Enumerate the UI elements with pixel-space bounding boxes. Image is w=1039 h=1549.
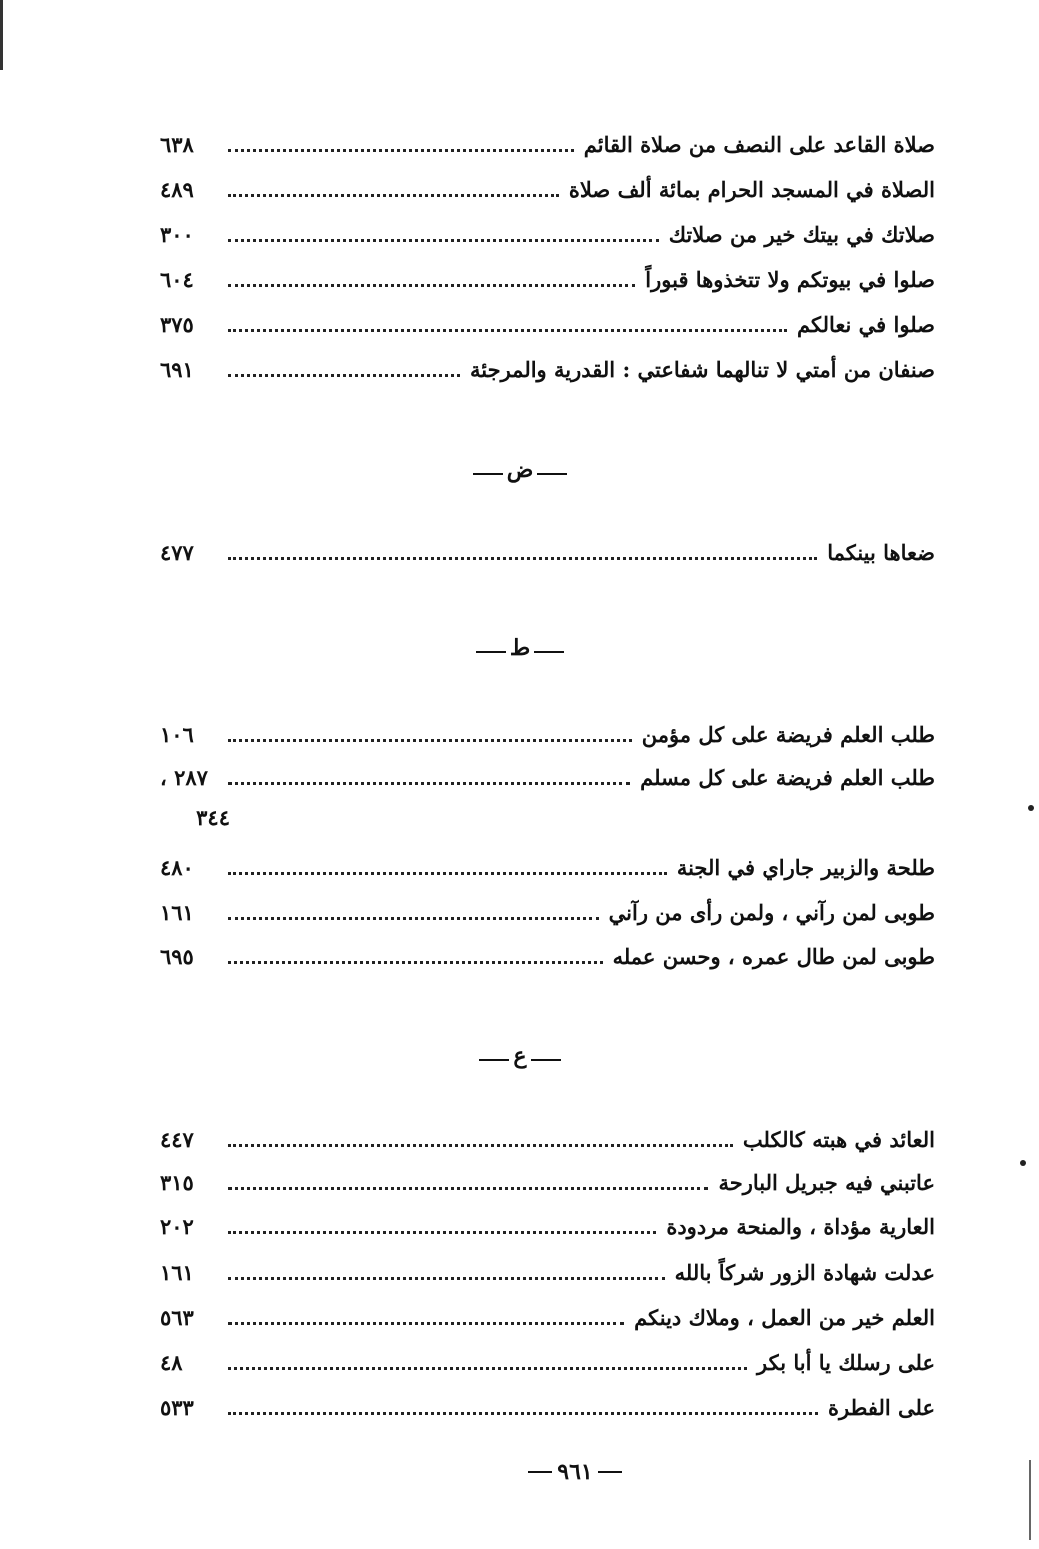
entry-page-number: ٣١٥ <box>160 1169 194 1195</box>
entry-page-number: ٤٨ <box>160 1349 183 1375</box>
index-entry <box>160 845 935 889</box>
index-entry-continuation <box>160 797 230 837</box>
index-entry <box>160 1250 935 1294</box>
entry-page-number: ٣٤٤ <box>196 804 230 830</box>
entry-title: طوبى لمن طال عمره ، وحسن عمله <box>612 943 935 969</box>
entry-title: صلوا في نعالكم <box>797 311 935 337</box>
leader-dots <box>228 284 635 287</box>
index-entry <box>160 257 935 301</box>
entry-title: على رسلك يا أبا بكر <box>757 1349 935 1375</box>
entry-title: صنفان من أمتي لا تنالهما شفاعتي : القدرية والمرجئة <box>470 356 935 382</box>
index-entry <box>160 167 935 211</box>
entry-title: على الفطرة <box>828 1394 935 1420</box>
index-entry <box>160 755 935 799</box>
index-entry <box>160 122 935 166</box>
leader-dots <box>228 739 632 742</box>
entry-title: صلوا في بيوتكم ولا تتخذوها قبوراً <box>645 266 935 292</box>
scan-speck <box>1020 1160 1026 1166</box>
entry-page-number: ٣٧٥ <box>160 311 194 337</box>
scan-speck <box>1028 805 1034 811</box>
index-entry <box>160 712 935 756</box>
scan-edge-mark-right <box>1029 1460 1031 1540</box>
leader-dots <box>228 1367 747 1370</box>
leader-dots <box>228 872 667 875</box>
entry-page-number: ٤٨٠ <box>160 854 194 880</box>
leader-dots <box>228 917 599 920</box>
entry-page-number: ١٦١ <box>160 1259 194 1285</box>
entry-title: طلب العلم فريضة على كل مسلم <box>640 764 935 790</box>
entry-title: صلاتك في بيتك خير من صلاتك <box>668 221 935 247</box>
entry-title: عدلت شهادة الزور شركاً بالله <box>674 1259 935 1285</box>
index-entry <box>160 212 935 256</box>
leader-dots <box>228 1277 665 1280</box>
leader-dots <box>228 149 574 152</box>
entry-page-number: ٢٠٢ <box>160 1213 194 1239</box>
entry-page-number: ٦٠٤ <box>160 266 194 292</box>
entry-page-number: ٤٧٧ <box>160 539 194 565</box>
entry-page-number: ٣٠٠ <box>160 221 194 247</box>
entry-page-number: ٥٦٣ <box>160 1304 194 1330</box>
section-letter: ع <box>513 1043 527 1069</box>
leader-dots <box>228 1322 624 1325</box>
entry-page-number: ٦٩٥ <box>160 943 194 969</box>
entry-title: عاتبني فيه جبريل البارحة <box>718 1169 935 1195</box>
entry-page-number: ٤٤٧ <box>160 1126 194 1152</box>
entry-page-number: ٢٨٧ ، <box>160 764 208 790</box>
leader-dots <box>228 1412 818 1415</box>
section-letter: ط <box>509 635 531 661</box>
entry-page-number: ١٠٦ <box>160 721 194 747</box>
entry-title: طلحة والزبير جاراي في الجنة <box>676 854 935 880</box>
leader-dots <box>228 374 460 377</box>
index-entry <box>160 934 935 978</box>
leader-dots <box>228 1144 733 1147</box>
leader-dots <box>228 194 559 197</box>
index-entry <box>160 1117 935 1161</box>
entry-page-number: ٦٩١ <box>160 356 194 382</box>
entry-page-number: ١٦١ <box>160 899 194 925</box>
section-letter: ض <box>506 457 534 483</box>
folio-number: ٩٦١ <box>557 1459 593 1485</box>
leader-dots <box>228 961 603 964</box>
index-entry <box>160 302 935 346</box>
entry-title: طلب العلم فريضة على كل مؤمن <box>641 721 935 747</box>
leader-dots <box>228 239 659 242</box>
entry-title: العارية مؤداة ، والمنحة مردودة <box>666 1213 935 1239</box>
entry-title: العلم خير من العمل ، وملاك دينكم <box>634 1304 935 1330</box>
index-entry <box>160 1160 935 1204</box>
index-entry <box>160 1340 935 1384</box>
section-heading-ayn <box>420 1036 620 1076</box>
entry-title: صلاة القاعد على النصف من صلاة القائم <box>583 131 935 157</box>
entry-page-number: ٦٣٨ <box>160 131 194 157</box>
index-entry <box>160 890 935 934</box>
index-entry <box>160 530 935 574</box>
leader-dots <box>228 557 817 560</box>
index-entry <box>160 347 935 391</box>
entry-title: طوبى لمن رآني ، ولمن رأى من رآني <box>608 899 935 925</box>
page-number-footer <box>500 1452 650 1492</box>
section-heading-ta <box>420 628 620 668</box>
entry-title: الصلاة في المسجد الحرام بمائة ألف صلاة <box>568 176 935 202</box>
leader-dots <box>228 1187 708 1190</box>
entry-title: ضعاها بينكما <box>827 539 935 565</box>
leader-dots <box>228 1231 656 1234</box>
section-heading-dad <box>420 450 620 490</box>
leader-dots <box>228 329 787 332</box>
index-entry <box>160 1385 935 1429</box>
entry-title: العائد في هبته كالكلب <box>742 1126 935 1152</box>
index-entry <box>160 1295 935 1339</box>
index-entry <box>160 1204 935 1248</box>
entry-page-number: ٤٨٩ <box>160 176 194 202</box>
scan-edge-mark <box>0 0 3 70</box>
entry-page-number: ٥٣٣ <box>160 1394 194 1420</box>
leader-dots <box>228 782 630 785</box>
